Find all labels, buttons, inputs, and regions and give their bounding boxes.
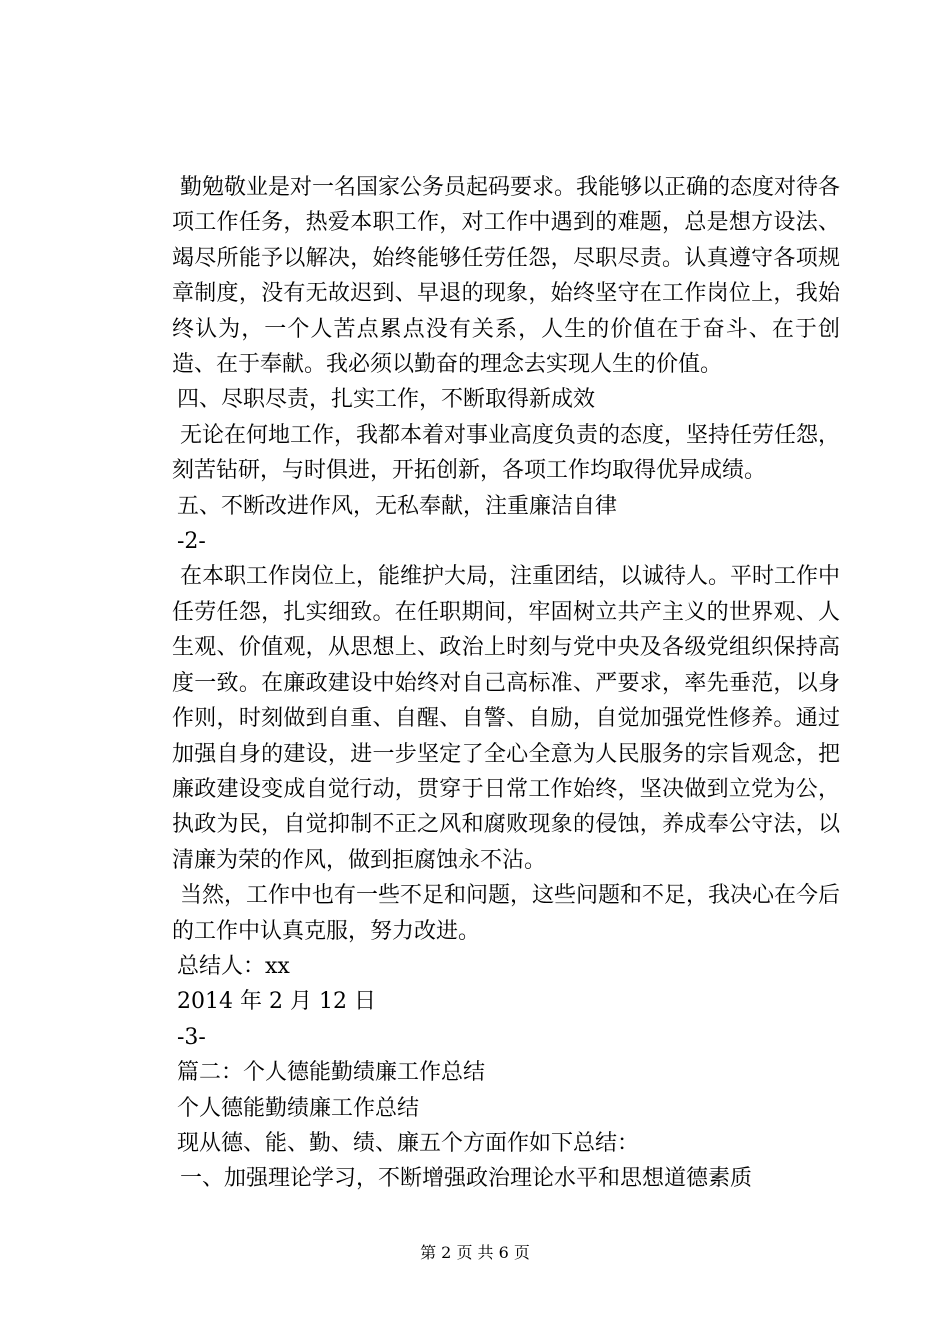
paragraph-integrity: 在本职工作岗位上，能维护大局，注重团结，以诚待人。平时工作中任劳任怨，扎实细致。在任职期间，牢固树立共产主义的世界观、人生观、价值观，从思想上、政治上时刻与党中央及各级党组织保持高度一致。在廉政建设中始终对自己高标准、严要求，率先垂范，以身作则，时刻做到自重、自醒、自警、自励，自觉加强党性修养。通过加强自身的建设，进一步坚定了全心全意为人民服务的宗旨观念，把廉政建设变成自觉行动，贯穿于日常工作始终，坚决做到立党为公，执政为民，自觉抑制不正之风和腐败现象的侵蚀，养成奉公守法，以清廉为荣的作风，做到拒腐蚀永不沾。 — [172, 564, 841, 873]
summary-author: 总结人：xx — [177, 953, 290, 979]
page-marker-2: -2- — [177, 529, 206, 555]
paragraph-shortcomings: 当然，工作中也有一些不足和问题，这些问题和不足，我决心在今后的工作中认真克服，努力改进。 — [172, 883, 841, 944]
heading-section-five: 五、不断改进作风，无私奉献，注重廉洁自律 — [177, 493, 618, 519]
document-body — [172, 170, 841, 1197]
summary-date: 2014 年 2 月 12 日 — [177, 989, 376, 1015]
paragraph-responsibility: 无论在何地工作，我都本着对事业高度负责的态度，坚持任劳任怨，刻苦钻研，与时俱进，开拓创新，各项工作均取得优异成绩。 — [172, 422, 841, 484]
heading-section-one: 一、加强理论学习，不断增强政治理论水平和思想道德素质 — [180, 1166, 753, 1192]
page-footer: 第 2 页 共 6 页 — [420, 1243, 530, 1262]
document-title: 个人德能勤绩廉工作总结 — [177, 1095, 420, 1121]
paragraph-diligence: 勤勉敬业是对一名国家公务员起码要求。我能够以正确的态度对待各项工作任务，热爱本职工作，对工作中遇到的难题，总是想方设法、竭尽所能予以解决，始终能够任劳任怨，尽职尽责。认真遵守各项规章制度，没有无故迟到、早退的现象，始终坚守在工作岗位上，我始终认为，一个人苦点累点没有关系，人生的价值在于奋斗、在于创造、在于奉献。我必须以勤奋的理念去实现人生的价值。 — [172, 175, 841, 378]
page-marker-3: -3- — [177, 1024, 206, 1050]
chapter-two-title: 篇二：个人德能勤绩廉工作总结 — [177, 1060, 486, 1086]
summary-intro: 现从德、能、勤、绩、廉五个方面作如下总结： — [177, 1130, 640, 1156]
heading-section-four: 四、尽职尽责，扎实工作，不断取得新成效 — [177, 387, 596, 413]
